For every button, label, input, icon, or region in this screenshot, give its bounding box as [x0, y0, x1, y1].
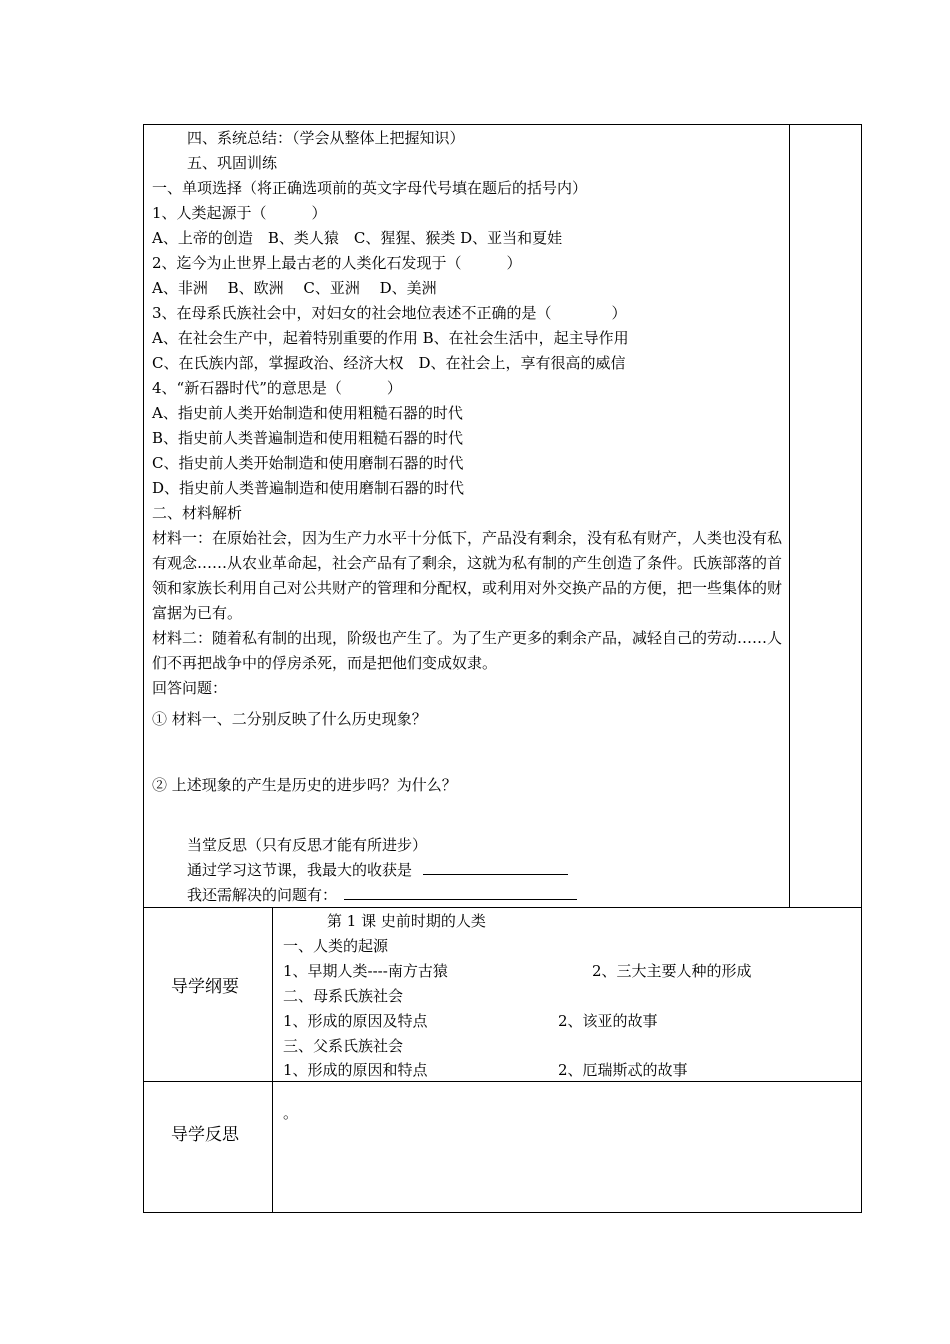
- question-3: 3、在母系氏族社会中，对妇女的社会地位表述不正确的是（ ）: [152, 304, 627, 322]
- question-1: 1、人类起源于（ ）: [152, 204, 327, 222]
- reflection-content[interactable]: 。: [283, 1104, 299, 1122]
- reflection-gain-label: 通过学习这节课，我最大的收获是: [187, 861, 413, 879]
- outline-item-2-1: 1、形成的原因及特点: [283, 1012, 428, 1030]
- outline-section-3: 三、父系氏族社会: [283, 1037, 404, 1055]
- row-divider-1: [143, 907, 862, 908]
- section-single-choice: 一、单项选择（将正确选项前的英文字母代号填在题后的括号内）: [152, 179, 588, 197]
- table-border-bottom: [143, 1212, 862, 1213]
- table-border-right: [861, 124, 862, 1213]
- outline-item-1-2: 2、三大主要人种的形成: [592, 962, 752, 980]
- question-1-options: A、上帝的创造 B、类人猿 C、猩猩、猴类 D、亚当和夏娃: [152, 229, 563, 247]
- section-material-analysis: 二、材料解析: [152, 504, 243, 522]
- reflection-problem-row: [187, 883, 577, 907]
- outline-section-2: 二、母系氏族社会: [283, 987, 404, 1005]
- column-divider-top: [789, 124, 790, 907]
- table-border-top: [143, 124, 862, 125]
- table-border-left: [143, 124, 144, 1213]
- gain-answer-blank[interactable]: [423, 858, 568, 875]
- question-3-options-ab: A、在社会生产中，起着特别重要的作用 B、在社会生活中，起主导作用: [152, 329, 629, 347]
- question-ask-2: ② 上述现象的产生是历史的进步吗？为什么？: [152, 776, 457, 794]
- reflection-gain-row: [187, 858, 568, 882]
- question-4-option-a: A、指史前人类开始制造和使用粗糙石器的时代: [152, 404, 463, 422]
- outline-label: 导学纲要: [171, 977, 239, 997]
- outline-item-3-1: 1、形成的原因和特点: [283, 1061, 428, 1079]
- summary-heading: 四、系统总结：（学会从整体上把握知识）: [187, 129, 465, 147]
- column-divider-bottom: [272, 907, 273, 1213]
- practice-heading: 五、巩固训练: [187, 154, 278, 172]
- reflection-label: 导学反思: [171, 1125, 239, 1145]
- question-4-option-b: B、指史前人类普遍制造和使用粗糙石器的时代: [152, 429, 464, 447]
- lesson-title: 第 1 课 史前时期的人类: [327, 912, 486, 930]
- outline-item-2-2: 2、该亚的故事: [558, 1012, 658, 1030]
- problem-answer-blank[interactable]: [344, 883, 577, 900]
- question-4-option-d: D、指史前人类普遍制造和使用磨制石器的时代: [152, 479, 465, 497]
- question-ask-1: ① 材料一、二分别反映了什么历史现象？: [152, 710, 427, 728]
- outline-item-3-2: 2、厄瑞斯忒的故事: [558, 1061, 688, 1079]
- question-4-option-c: C、指史前人类开始制造和使用磨制石器的时代: [152, 454, 464, 472]
- question-2: 2、迄今为止世界上最古老的人类化石发现于（ ）: [152, 254, 522, 272]
- question-4: 4、“新石器时代”的意思是（ ）: [152, 379, 402, 397]
- row-divider-2: [143, 1081, 862, 1082]
- answer-prompt: 回答问题：: [152, 679, 228, 697]
- question-2-options: A、非洲 B、欧洲 C、亚洲 D、美洲: [152, 279, 437, 297]
- outline-item-1-1: 1、早期人类----南方古猿: [283, 962, 448, 980]
- reflection-title: 当堂反思（只有反思才能有所进步）: [187, 836, 428, 854]
- reflection-problem-label: 我还需解决的问题有：: [187, 886, 338, 904]
- material-one: 材料一：在原始社会，因为生产力水平十分低下，产品没有剩余，没有私有财产，人类也没有私有观念……从农业革命起，社会产品有了剩余，这就为私有制的产生创造了条件。氏族部落的首领和家族长利用自己对公共财产的管理和分配权，或利用对外交换产品的方便，把一些集体的财富据为已有。: [152, 529, 783, 622]
- outline-section-1: 一、人类的起源: [283, 937, 389, 955]
- material-two: 材料二：随着私有制的出现，阶级也产生了。为了生产更多的剩余产品，减轻自己的劳动……人们不再把战争中的俘房杀死，而是把他们变成奴隶。: [152, 629, 783, 672]
- question-3-options-cd: C、在氏族内部，掌握政治、经济大权 D、在社会上，享有很高的威信: [152, 354, 626, 372]
